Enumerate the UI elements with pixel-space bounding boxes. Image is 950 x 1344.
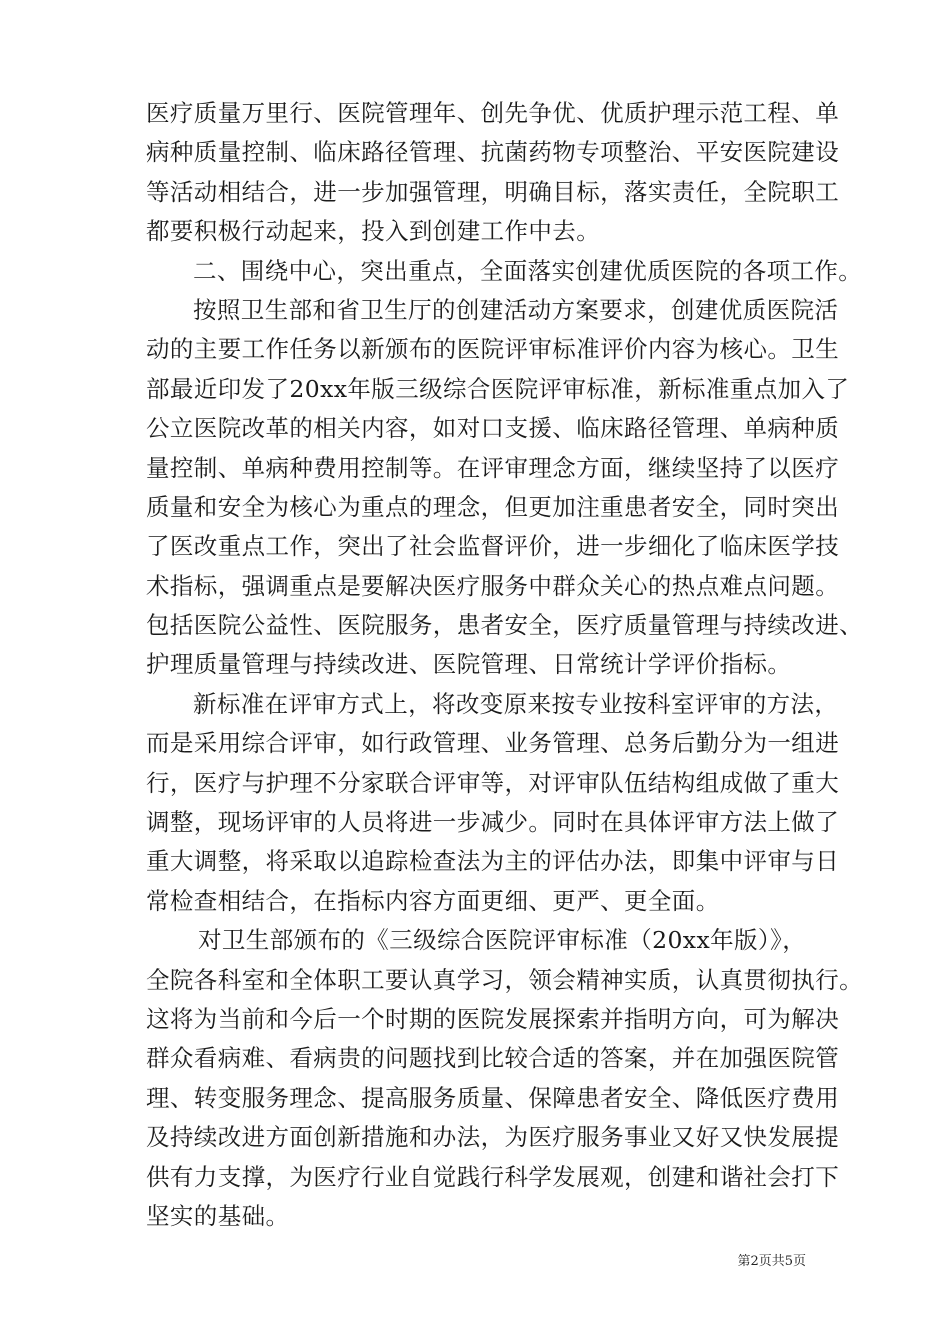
text-line: 按照卫生部和省卫生厅的创建活动方案要求，创建优质医院活 (193, 295, 839, 324)
text-line: 常检查相结合，在指标内容方面更细、更严、更全面。 (146, 886, 720, 915)
text-line: 供有力支撑，为医疗行业自觉践行科学发展观，创建和谐社会打下 (146, 1162, 840, 1191)
text-line: 医疗质量万里行、医院管理年、创先争优、优质护理示范工程、单 (146, 99, 840, 127)
text-line: 都要积极行动起来，投入到创建工作中去。 (146, 217, 601, 246)
text-line: 群众看病难、看病贵的问题找到比较合适的答案，并在加强医院管 (146, 1044, 840, 1073)
text-line: 动的主要工作任务以新颁布的医院评审标准评价内容为核心。卫生 (146, 335, 840, 364)
text-line: 新标准在评审方式上，将改变原来按专业按科室评审的方法， (193, 689, 839, 718)
text-line: 了医改重点工作，突出了社会监督评价，进一步细化了临床医学技 (146, 532, 840, 561)
text-line: 而是采用综合评审，如行政管理、业务管理、总务后勤分为一组进 (146, 729, 840, 758)
text-line: 等活动相结合，进一步加强管理，明确目标，落实责任，全院职工 (146, 177, 840, 206)
page-number: 第2页共5页 (737, 1254, 806, 1269)
text-line: 坚实的基础。 (146, 1201, 290, 1230)
text-line: 质量和安全为核心为重点的理念，但更加注重患者安全，同时突出 (146, 492, 840, 521)
text-line: 重大调整，将采取以追踪检查法为主的评估办法，即集中评审与日 (146, 847, 840, 876)
text-line: 调整，现场评审的人员将进一步减少。同时在具体评审方法上做了 (146, 808, 840, 837)
text-line: 护理质量管理与持续改进、医院管理、日常统计学评价指标。 (146, 650, 792, 679)
text-line: 行，医疗与护理不分家联合评审等，对评审队伍结构组成做了重大 (146, 768, 840, 797)
section-heading: 二、围绕中心，突出重点，全面落实创建优质医院的各项工作。 (193, 256, 863, 285)
text-line: 量控制、单病种费用控制等。在评审理念方面，继续坚持了以医疗 (146, 453, 840, 482)
text-line: 理、转变服务理念、提高服务质量、保障患者安全、降低医疗费用 (146, 1083, 840, 1112)
text-line: 部最近印发了20xx年版三级综合医院评审标准，新标准重点加入了 (146, 374, 850, 403)
text-line: 全院各科室和全体职工要认真学习，领会精神实质，认真贯彻执行。 (146, 965, 863, 994)
text-line: 这将为当前和今后一个时期的医院发展探索并指明方向，可为解决 (146, 1004, 840, 1033)
text-line: 术指标，强调重点是要解决医疗服务中群众关心的热点难点问题。 (146, 571, 840, 600)
text-line: 病种质量控制、临床路径管理、抗菌药物专项整治、平安医院建设 (146, 138, 840, 167)
document-body (146, 94, 863, 1236)
text-line: 及持续改进方面创新措施和办法，为医疗服务事业又好又快发展提 (146, 1123, 840, 1152)
text-line: 包括医院公益性、医院服务，患者安全，医疗质量管理与持续改进、 (146, 611, 863, 640)
text-line: 公立医院改革的相关内容，如对口支援、临床路径管理、单病种质 (146, 414, 840, 443)
text-line: 对卫生部颁布的《三级综合医院评审标准（20xx年版）》， (198, 926, 807, 955)
